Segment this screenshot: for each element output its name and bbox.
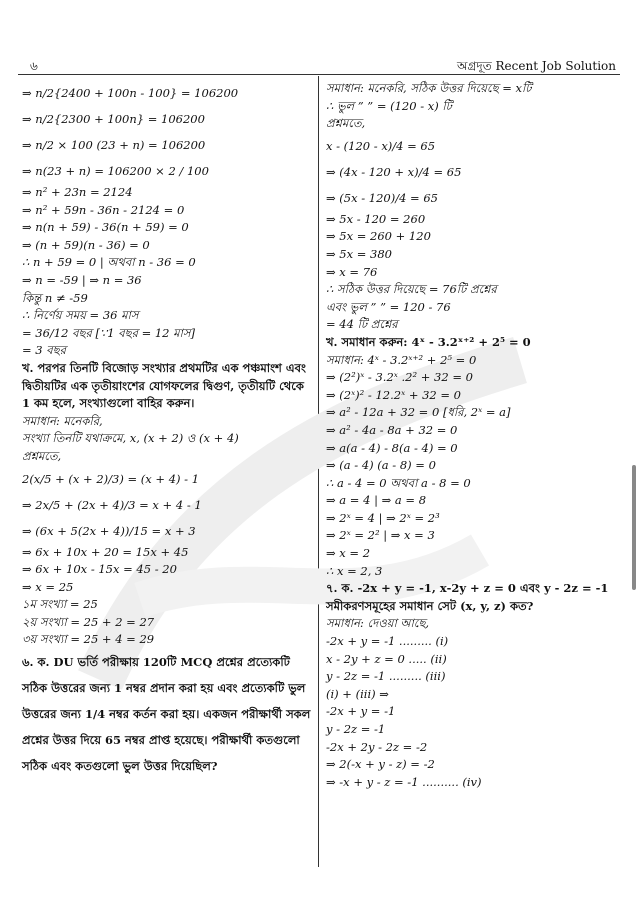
text-line: -2x + y = -1 [326,704,396,719]
text-line: y - 2z = -1 ......... (iii) [326,669,446,684]
text-line: ৩য় সংখ্যা = 25 + 4 = 29 [22,632,155,647]
text-line: ২য় সংখ্যা = 25 + 2 = 27 [22,614,155,629]
text-line: ⇒ n/2 × 100 (23 + n) = 106200 [22,138,206,152]
text-line: ⇒ 6x + 10x + 20 = 15x + 45 [22,544,189,559]
text-line: ⇒ n = -59 | ⇒ n = 36 [22,272,142,287]
text-line: খ. পরপর তিনটি বিজোড় সংখ্যার প্রথমটির এক পঞ্চমাংশ এবং দ্বিতীয়টির এক তৃতীয়াংশের যোগফলের দ্বিগুণ, তৃতীয়টি থেকে 1 কম হলে, সংখ্যাগুলো বাহির করুন। [22,360,306,411]
text-line: ⇒ -x + y - z = -1 .......... (iv) [326,774,482,789]
scrollbar[interactable] [632,465,636,590]
text-line: ∴ সঠিক উত্তর দিয়েছে = 76টি প্রশ্নের [326,282,497,297]
text-line: ∴ নির্ণেয় সময় = 36 মাস [22,308,139,323]
text-line: ⇒ a = 4 | ⇒ a = 8 [326,493,427,508]
text-line: -2x + y = -1 ......... (i) [326,634,449,649]
left-column [22,80,314,774]
text-line: ∴ x = 2, 3 [326,563,383,578]
text-line: ⇒ 5x - 120 = 260 [326,211,426,226]
text-line: সমাধান: 4ˣ - 3.2ˣ⁺² + 2⁵ = 0 [326,352,477,367]
text-line: = 36/12 বছর [∵1 বছর = 12 মাস] [22,325,195,340]
text-line: ⇒ 5x = 380 [326,246,392,261]
text-line: ⇒ n² + 23n = 2124 [22,185,133,199]
text-line: ∴ n + 59 = 0 | অথবা n - 36 = 0 [22,255,196,270]
text-line: এবং ভুল ” ” = 120 - 76 [326,299,451,314]
text-line: ⇒ a² - 4a - 8a + 32 = 0 [326,422,458,437]
text-line: সমাধান: মনেকরি, [22,413,103,428]
text-line: সমাধান: দেওয়া আছে, [326,616,430,631]
text-line: ⇒ n/2{2400 + 100n - 100} = 106200 [22,86,239,100]
header-rule [18,74,620,75]
column-divider [318,76,319,867]
text-line: প্রশ্নমতে, [22,448,62,463]
header-title: অগ্রদূত Recent Job Solution [457,59,616,73]
text-line: ১ম সংখ্যা = 25 [22,597,98,612]
text-line: ⇒ x = 25 [22,579,74,594]
text-line: ⇒ 5x = 260 + 120 [326,229,431,244]
text-line: ⇒ n(n + 59) - 36(n + 59) = 0 [22,220,189,235]
right-column [326,80,622,791]
text-line: (i) + (iii) ⇒ [326,686,389,701]
page-number: ৬ [30,59,38,73]
text-line: x - 2y + z = 0 ..... (ii) [326,651,447,666]
text-line: ⇒ (6x + 5(2x + 4))/15 = x + 3 [22,523,196,538]
text-line: ⇒ x = 2 [326,546,371,561]
text-line: ∴ ভুল ” ” = (120 - x) টি [326,98,452,113]
text-line: ⇒ (n + 59)(n - 36) = 0 [22,237,150,252]
text-line: ৬. ক. DU ভর্তি পরীক্ষায় 120টি MCQ প্রশ্নের প্রত্যেকটি সঠিক উত্তরের জন্য 1 নম্বর প্রদান করা হয় এবং প্রত্যেকটি ভুল উত্তরের জন্য 1/4 নম্বর কর্তন করা হয়। একজন পরীক্ষার্থী সকল প্রশ্নের উত্তর দিয়ে 65 নম্বর প্রাপ্ত হয়েছে। পরীক্ষার্থী কতগুলো সঠিক এবং কতগুলো ভুল উত্তর দিয়েছিল? [22,655,311,774]
text-line: ⇒ a² - 12a + 32 = 0 [ধরি, 2ˣ = a] [326,405,511,420]
text-line: = 3 বছর [22,343,66,358]
text-line: ⇒ (a - 4) (a - 8) = 0 [326,458,436,473]
text-line: ৭. ক. -2x + y = -1, x-2y + z = 0 এবং y - 2z = -1 সমীকরণসমূহের সমাধান সেট (x, y, z) কত? [326,581,609,613]
text-line: ⇒ 2x/5 + (2x + 4)/3 = x + 4 - 1 [22,497,202,512]
text-line: ⇒ 2ˣ = 4 | ⇒ 2ˣ = 2³ [326,510,440,525]
text-line: ∴ a - 4 = 0 অথবা a - 8 = 0 [326,475,471,490]
text-line: ⇒ n² + 59n - 36n - 2124 = 0 [22,202,185,217]
text-line: ⇒ 2ˣ = 2² | ⇒ x = 3 [326,528,435,543]
text-line: ⇒ 6x + 10x - 15x = 45 - 20 [22,562,177,577]
text-line: x - (120 - x)/4 = 65 [326,138,436,153]
text-line: কিন্তু n ≠ -59 [22,290,88,305]
text-line: -2x + 2y - 2z = -2 [326,739,428,754]
text-line: ⇒ (2²)ˣ - 3.2ˣ .2² + 32 = 0 [326,370,473,385]
text-line: 2(x/5 + (x + 2)/3) = (x + 4) - 1 [22,471,200,486]
text-line: ⇒ 2(-x + y - z) = -2 [326,757,435,772]
text-line: ⇒ n/2{2300 + 100n} = 106200 [22,112,205,126]
text-line: সংখ্যা তিনটি যথাক্রমে, x, (x + 2) ও (x + 4) [22,431,239,446]
text-line: ⇒ (4x - 120 + x)/4 = 65 [326,164,462,179]
text-line: ⇒ a(a - 4) - 8(a - 4) = 0 [326,440,458,455]
text-line: ⇒ x = 76 [326,264,378,279]
text-line: প্রশ্নমতে, [326,116,366,131]
text-line: = 44 টি প্রশ্নের [326,317,398,332]
text-line: খ. সমাধান করুন: 4ˣ - 3.2ˣ⁺² + 2⁵ = 0 [326,334,531,349]
text-line: ⇒ n(23 + n) = 106200 × 2 / 100 [22,164,209,178]
text-line: ⇒ (5x - 120)/4 = 65 [326,190,438,205]
text-line: y - 2z = -1 [326,722,386,736]
text-line: ⇒ (2ˣ)² - 12.2ˣ + 32 = 0 [326,387,462,402]
text-line: সমাধান: মনেকরি, সঠিক উত্তর দিয়েছে = xটি [326,81,532,95]
